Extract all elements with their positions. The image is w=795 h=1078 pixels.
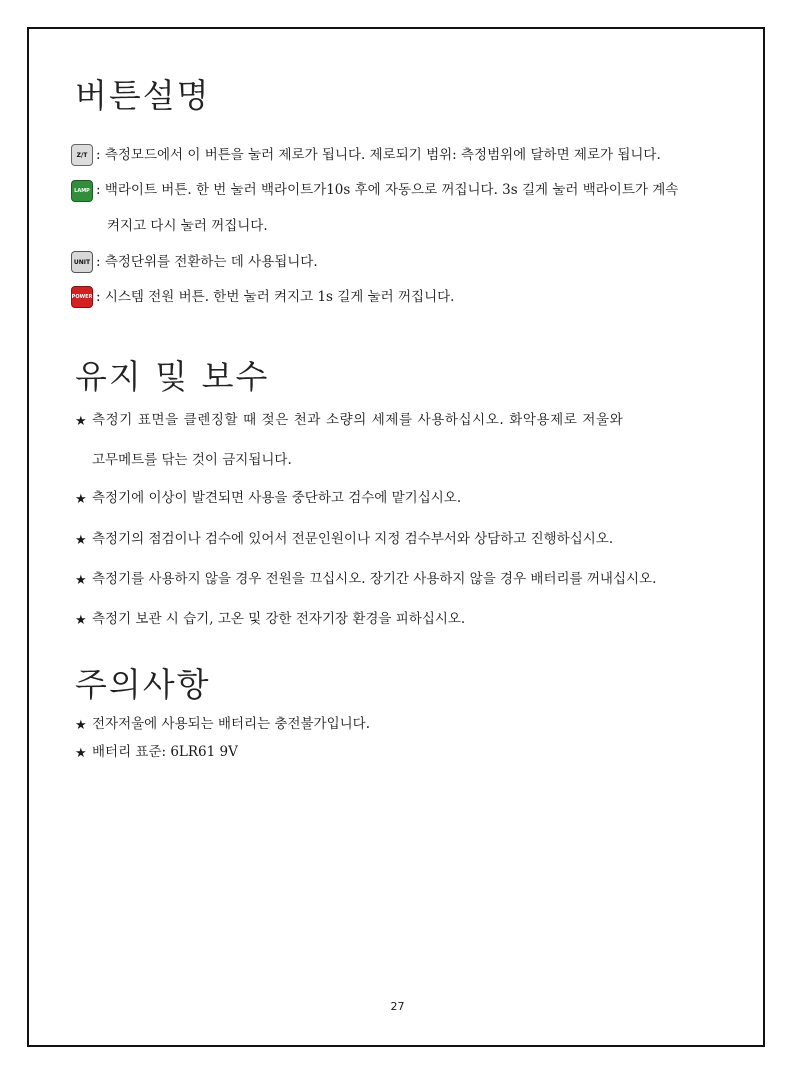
caution-item: 전자저울에 사용되는 배터리는 충전불가입니다.	[92, 716, 370, 732]
zero-tare-button-icon: Z/T	[71, 144, 93, 166]
star-icon: ★	[75, 613, 87, 628]
lamp-button-icon: LAMP	[71, 180, 93, 202]
lamp-description-line-1: : 백라이트 버튼. 한 번 눌러 백라이트가10s 후에 자동으로 꺼집니다. 3s 길게 눌러 백라이트가 계속	[96, 182, 679, 198]
star-icon: ★	[75, 746, 87, 761]
unit-description: : 측정단위를 전환하는 데 사용됩니다.	[96, 254, 318, 270]
star-icon: ★	[75, 718, 87, 733]
unit-button-icon: UNIT	[71, 251, 93, 273]
section-title-caution: 주의사항	[75, 665, 211, 704]
power-description: : 시스템 전원 버튼. 한번 눌러 켜지고 1s 길게 눌러 꺼집니다.	[96, 289, 455, 305]
lamp-description-line-2: 켜지고 다시 눌러 꺼집니다.	[107, 218, 268, 234]
maintenance-item: 측정기의 점검이나 검수에 있어서 전문인원이나 지정 검수부서와 상담하고 진행하십시오.	[92, 531, 614, 547]
power-button-icon: POWER	[71, 286, 93, 308]
page-number: 27	[390, 1000, 405, 1013]
maintenance-item: 측정기에 이상이 발견되면 사용을 중단하고 검수에 맡기십시오.	[92, 490, 462, 506]
star-icon: ★	[75, 533, 87, 548]
maintenance-item: 측정기 표면을 클렌징할 때 젖은 천과 소량의 세제를 사용하십시오. 화악용제로 저울와	[92, 412, 624, 428]
star-icon: ★	[75, 414, 87, 429]
star-icon: ★	[75, 492, 87, 507]
section-title-buttons: 버튼설명	[75, 76, 211, 115]
caution-item: 배터리 표준: 6LR61 9V	[92, 744, 238, 760]
star-icon: ★	[75, 573, 87, 588]
zero-tare-description: : 측정모드에서 이 버튼을 눌러 제로가 됩니다. 제로되기 범위: 측정범위에 달하면 제로가 됩니다.	[96, 147, 661, 163]
maintenance-item-continued: 고무메트를 닦는 것이 금지됩니다.	[92, 452, 292, 468]
maintenance-item: 측정기 보관 시 습기, 고온 및 강한 전자기장 환경을 피하십시오.	[92, 611, 466, 627]
section-title-maintenance: 유지 및 보수	[75, 357, 270, 396]
maintenance-item: 측정기를 사용하지 않을 경우 전원을 끄십시오. 장기간 사용하지 않을 경우 배터리를 꺼내십시오.	[92, 571, 657, 587]
